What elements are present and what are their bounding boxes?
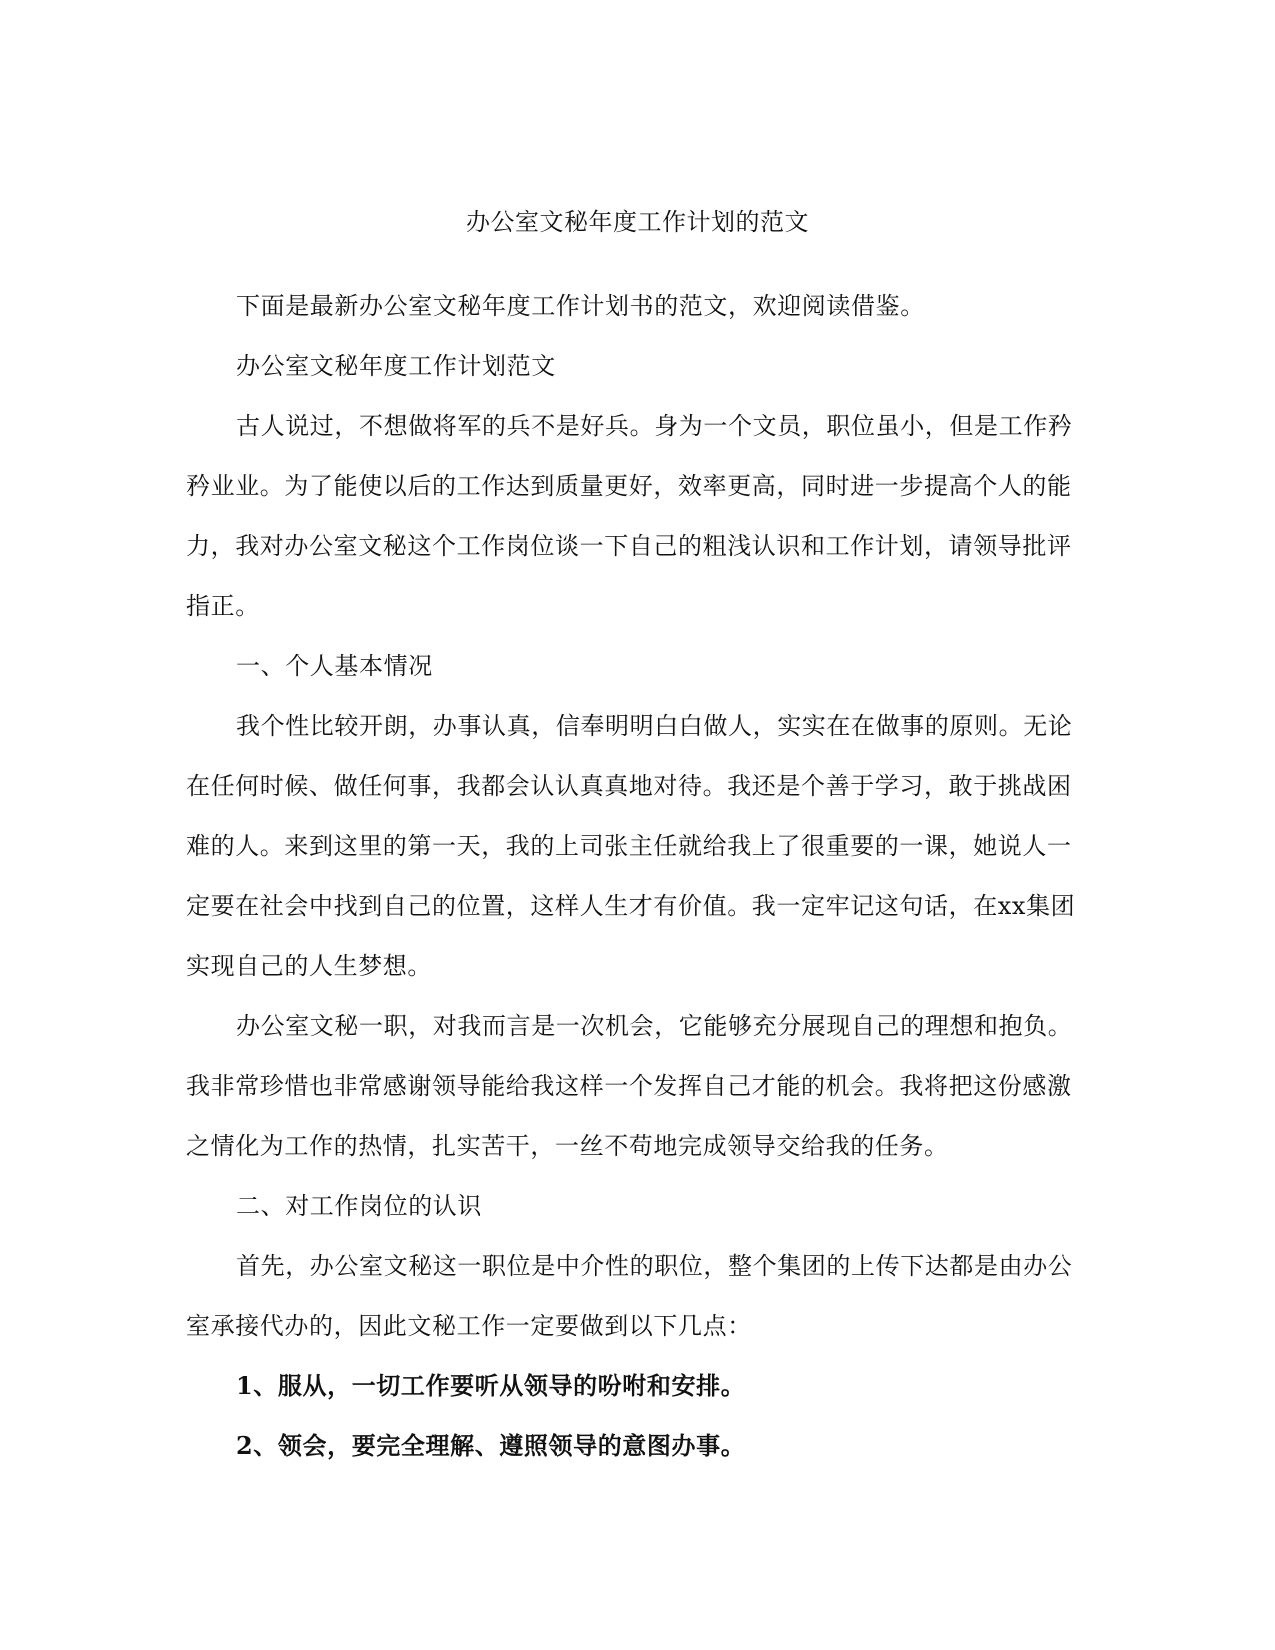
role-paragraph: 首先，办公室文秘这一职位是中介性的职位，整个集团的上传下达都是由办公室承接代办的，因此文秘工作一定要做到以下几点： xyxy=(186,1252,1073,1340)
document-title: 办公室文秘年度工作计划的范文 xyxy=(466,208,809,236)
document-body xyxy=(186,276,1094,1476)
subtitle-paragraph: 办公室文秘年度工作计划范文 xyxy=(236,352,556,380)
section-heading-2: 二、对工作岗位的认识 xyxy=(236,1192,482,1220)
section-heading-1: 一、个人基本情况 xyxy=(236,652,433,680)
opportunity-paragraph: 办公室文秘一职，对我而言是一次机会，它能够充分展现自己的理想和抱负。我非常珍惜也非常感谢领导能给我这样一个发挥自己才能的机会。我将把这份感激之情化为工作的热情，扎实苦干，一丝不苟地完成领导交给我的任务。 xyxy=(186,1012,1073,1160)
intro-paragraph: 下面是最新办公室文秘年度工作计划书的范文，欢迎阅读借鉴。 xyxy=(236,292,925,320)
personal-info-paragraph: 我个性比较开朗，办事认真，信奉明明白白做人，实实在在做事的原则。无论在任何时候、做任何事，我都会认认真真地对待。我还是个善于学习，敢于挑战困难的人。来到这里的第一天，我的上司张主任就给我上了很重要的一课，她说人一定要在社会中找到自己的位置，这样人生才有价值。我一定牢记这句话，在xx集团实现自己的人生梦想。 xyxy=(186,712,1076,980)
opening-paragraph: 古人说过，不想做将军的兵不是好兵。身为一个文员，职位虽小，但是工作矜矜业业。为了能使以后的工作达到质量更好，效率更高，同时进一步提高个人的能力，我对办公室文秘这个工作岗位谈一下自己的粗浅认识和工作计划，请领导批评指正。 xyxy=(186,412,1073,620)
point-1: 1、服从，一切工作要听从领导的吩咐和安排。 xyxy=(236,1371,746,1400)
point-2: 2、领会，要完全理解、遵照领导的意图办事。 xyxy=(236,1431,746,1460)
